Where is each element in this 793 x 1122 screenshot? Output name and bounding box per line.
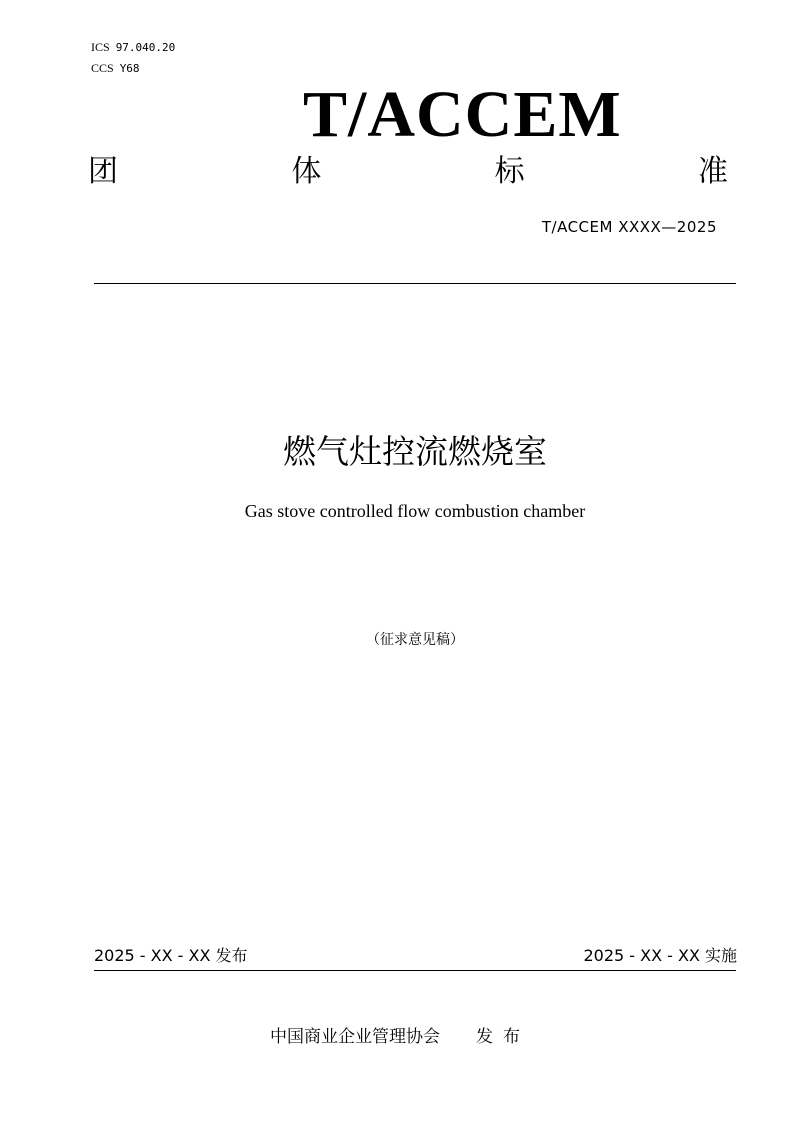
ccs-value: Y68 (119, 62, 140, 75)
ics-value: 97.040.20 (115, 41, 176, 54)
group-standard-char-4: 准 (697, 154, 728, 189)
ics-label: ICS (91, 40, 110, 54)
group-standard-char-3: 标 (494, 154, 525, 189)
group-standard-heading (88, 152, 728, 192)
publisher-name: 中国商业企业管理协会 (270, 1027, 440, 1047)
draft-status: （征求意见稿） (366, 632, 464, 648)
group-standard-char-1: 团 (88, 154, 118, 189)
header-divider (94, 283, 736, 284)
group-standard-char-2: 体 (291, 154, 322, 189)
implement-date: 2025 - XX - XX 实施 (583, 946, 737, 965)
publisher-line (270, 1025, 530, 1049)
publish-action: 发布 (476, 1027, 530, 1047)
ccs-line (91, 61, 140, 76)
publish-date: 2025 - XX - XX 发布 (94, 946, 248, 965)
ccs-label: CCS (91, 61, 114, 75)
organization-logo: T/ACCEM (303, 78, 622, 151)
document-title-cn: 燃气灶控流燃烧室 (283, 432, 547, 471)
standard-number: T/ACCEM XXXX—2025 (541, 218, 717, 236)
ics-line (91, 40, 175, 55)
footer-divider (94, 970, 736, 971)
document-title-en: Gas stove controlled flow combustion chamber (244, 501, 586, 521)
